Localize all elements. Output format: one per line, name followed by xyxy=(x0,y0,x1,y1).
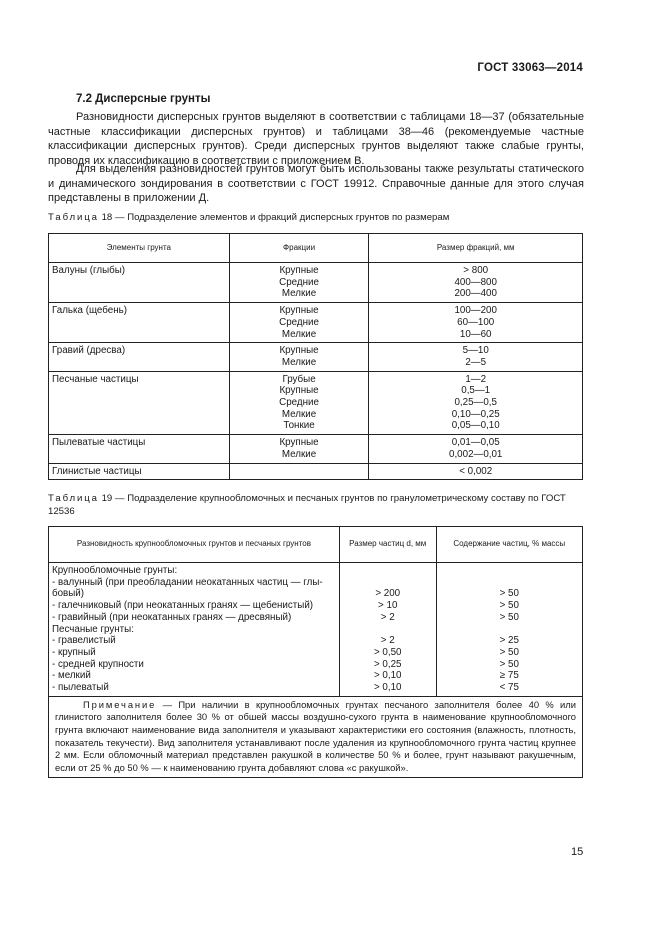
fraction-name: Средние xyxy=(279,276,319,288)
table-row xyxy=(49,343,583,371)
size-cell xyxy=(369,343,583,371)
kind-name: бовый) xyxy=(52,588,85,600)
fraction-size: < 0,002 xyxy=(459,465,493,477)
particle-size xyxy=(340,565,436,577)
kind-name: - пылеватый xyxy=(52,682,109,694)
fraction-name: Мелкие xyxy=(281,408,317,420)
table-18-caption xyxy=(48,212,584,225)
table-row xyxy=(49,371,583,435)
fraction-name: Тонкие xyxy=(283,420,315,432)
fraction-name: Мелкие xyxy=(281,328,317,340)
table-row xyxy=(49,563,583,697)
particle-size: > 2 xyxy=(380,611,395,623)
table-18-header-size: Размер фракций, мм xyxy=(369,234,583,263)
kind-name: - средней крупности xyxy=(52,658,144,670)
table-row xyxy=(49,263,583,303)
kind-name: - гравелистый xyxy=(52,635,116,647)
particle-size: > 0,25 xyxy=(373,658,402,670)
particle-size xyxy=(340,624,436,636)
fraction-name: Крупные xyxy=(279,437,319,449)
size-cell xyxy=(369,303,583,343)
size-cell xyxy=(369,371,583,435)
note-body: — При наличии в крупнообломочных грунтах песчаного заполнителя более 40 % или глинистого заполнителя более 30 % от обшей массы воздушно-сухого грунта в наименование крупнообломочного грунта включают наименование вида заполнителя и указывают характеристики его состояния (влажность, плотность, показатель текучести). Вид заполнителя устанавливают после удаления из крупнообломочного грунта частиц крупнее 2 мм. Если обломочный материал представлен ракушкой в количестве 50 % и более, грунт называют ракушечным, если от 25 % до 50 % — к наименованию грунта добавляют слова «с ракушкой». xyxy=(55,698,576,773)
note-text xyxy=(55,699,576,775)
particle-size: > 0,10 xyxy=(373,682,402,694)
fraction-size: 2—5 xyxy=(465,356,487,368)
particle-size: > 0,50 xyxy=(373,646,402,658)
table-18-caption-label: Таблица xyxy=(48,212,99,223)
fraction-size: 0,5—1 xyxy=(461,385,491,397)
particle-size: > 200 xyxy=(375,588,401,600)
fraction-size: > 800 xyxy=(463,265,489,276)
kind-name: - галечниковый (при неокатанных гранях — щебенистый) xyxy=(52,600,314,612)
fraction-name: Крупные xyxy=(279,305,319,317)
paragraph-1: Разновидности дисперсных грунтов выделяют в соответствии с таблицами 18—37 (обязательные частные классификации дисперсных грунтов) и таблицами 38—46 (рекомендуемые частные классификации дисперсных грунтов). Среди дисперсных грунтов выделяют также слабые грунты, проводя их классификацию в соответствии с приложением В. xyxy=(48,111,584,167)
fraction-size: 100—200 xyxy=(454,305,497,317)
particle-content: ≥ 75 xyxy=(499,670,519,682)
note-label: Примечание xyxy=(83,698,157,710)
fraction-size: 0,10—0,25 xyxy=(451,408,500,420)
particle-content xyxy=(437,577,582,589)
size-cell xyxy=(369,435,583,463)
fraction-name: Крупные xyxy=(279,265,319,276)
fraction-size: 0,05—0,10 xyxy=(451,420,500,432)
element-name: Пылеватые частицы xyxy=(49,435,230,463)
table-19-caption-label: Таблица xyxy=(48,493,99,504)
table-19-note-row xyxy=(49,696,583,778)
element-name: Глинистые частицы xyxy=(49,463,230,480)
fraction-size: 200—400 xyxy=(454,288,497,300)
size-cell xyxy=(369,263,583,303)
size-cell xyxy=(369,463,583,480)
fraction-name: Средние xyxy=(279,316,319,328)
table-row xyxy=(49,435,583,463)
fraction-cell xyxy=(229,303,369,343)
fraction-name: Средние xyxy=(279,397,319,409)
table-row xyxy=(49,303,583,343)
fraction-cell xyxy=(229,343,369,371)
content-cell xyxy=(436,563,582,697)
element-name: Гравий (дресва) xyxy=(49,343,230,371)
fraction-name: Крупные xyxy=(279,385,319,397)
particle-content: < 75 xyxy=(499,682,519,694)
table-18 xyxy=(48,233,583,480)
table-19-header-content: Содержание частиц, % массы xyxy=(436,527,582,563)
size-cell xyxy=(339,563,436,697)
table-19-header-kind: Разновидность крупнообломочных грунтов и песчаных грунтов xyxy=(49,527,340,563)
fraction-cell xyxy=(229,463,369,480)
section-title: 7.2 Дисперсные грунты xyxy=(76,93,211,105)
fraction-size: 10—60 xyxy=(459,328,492,340)
particle-content: > 25 xyxy=(499,635,519,647)
particle-content: > 50 xyxy=(499,646,519,658)
fraction-size: 60—100 xyxy=(457,316,495,328)
fraction-cell xyxy=(229,371,369,435)
particle-content: > 50 xyxy=(499,588,519,600)
table-18-header-row xyxy=(49,234,583,263)
table-19 xyxy=(48,526,583,778)
element-name: Галька (щебень) xyxy=(49,303,230,343)
fraction-size: 1—2 xyxy=(465,373,487,385)
fraction-size: 0,25—0,5 xyxy=(454,397,497,409)
table-19-header-row xyxy=(49,527,583,563)
fraction-name: Мелкие xyxy=(281,448,317,460)
document-code: ГОСТ 33063—2014 xyxy=(477,62,583,74)
kind-name: - валунный (при преобладании неокатанных частиц — глы- xyxy=(52,576,323,588)
particle-content xyxy=(437,565,582,577)
fraction-name: Мелкие xyxy=(281,288,317,300)
kind-name: Крупнообломочные грунты: xyxy=(52,565,178,576)
kind-name: - гравийный (при неокатанных гранях — дресвяный) xyxy=(52,611,292,623)
particle-size: > 2 xyxy=(380,635,395,647)
fraction-size: 0,002—0,01 xyxy=(449,448,503,460)
table-18-caption-text: 18 — Подразделение элементов и фракций дисперсных грунтов по размерам xyxy=(101,212,450,223)
table-18-header-element: Элементы грунта xyxy=(49,234,230,263)
fraction-size: 0,01—0,05 xyxy=(451,437,500,449)
particle-size xyxy=(340,577,436,589)
particle-size: > 0,10 xyxy=(373,670,402,682)
kind-name: - крупный xyxy=(52,646,96,658)
fraction-name: Грубые xyxy=(282,373,316,385)
table-19-caption-text: 19 — Подразделение крупнообломочных и песчаных грунтов по гранулометрическому составу по ГОСТ 12536 xyxy=(48,493,566,517)
table-row xyxy=(49,463,583,480)
fraction-name: Мелкие xyxy=(281,356,317,368)
table-19-caption xyxy=(48,493,584,519)
fraction-cell xyxy=(229,435,369,463)
fraction-size: 400—800 xyxy=(454,276,497,288)
particle-size: > 10 xyxy=(378,600,398,612)
kind-name: Песчаные грунты: xyxy=(52,623,134,635)
particle-content xyxy=(437,624,582,636)
kind-cell xyxy=(49,563,340,697)
page-number: 15 xyxy=(571,846,584,858)
particle-content: > 50 xyxy=(499,600,519,612)
fraction-name: Крупные xyxy=(279,345,319,357)
element-name: Валуны (глыбы) xyxy=(49,263,230,303)
particle-content: > 50 xyxy=(499,658,519,670)
table-19-note xyxy=(49,696,583,778)
fraction-size: 5—10 xyxy=(462,345,489,357)
fraction-cell xyxy=(229,263,369,303)
paragraph-2: Для выделения разновидностей грунтов могут быть использованы также результаты статического и динамического зондирования в соответствии с ГОСТ 19912. Справочные данные для этого случая представлены в приложении Д. xyxy=(48,163,584,205)
table-18-header-fractions: Фракции xyxy=(229,234,369,263)
element-name: Песчаные частицы xyxy=(49,371,230,435)
particle-content: > 50 xyxy=(499,611,519,623)
table-19-header-size: Размер частиц d, мм xyxy=(339,527,436,563)
kind-name: - мелкий xyxy=(52,670,91,682)
